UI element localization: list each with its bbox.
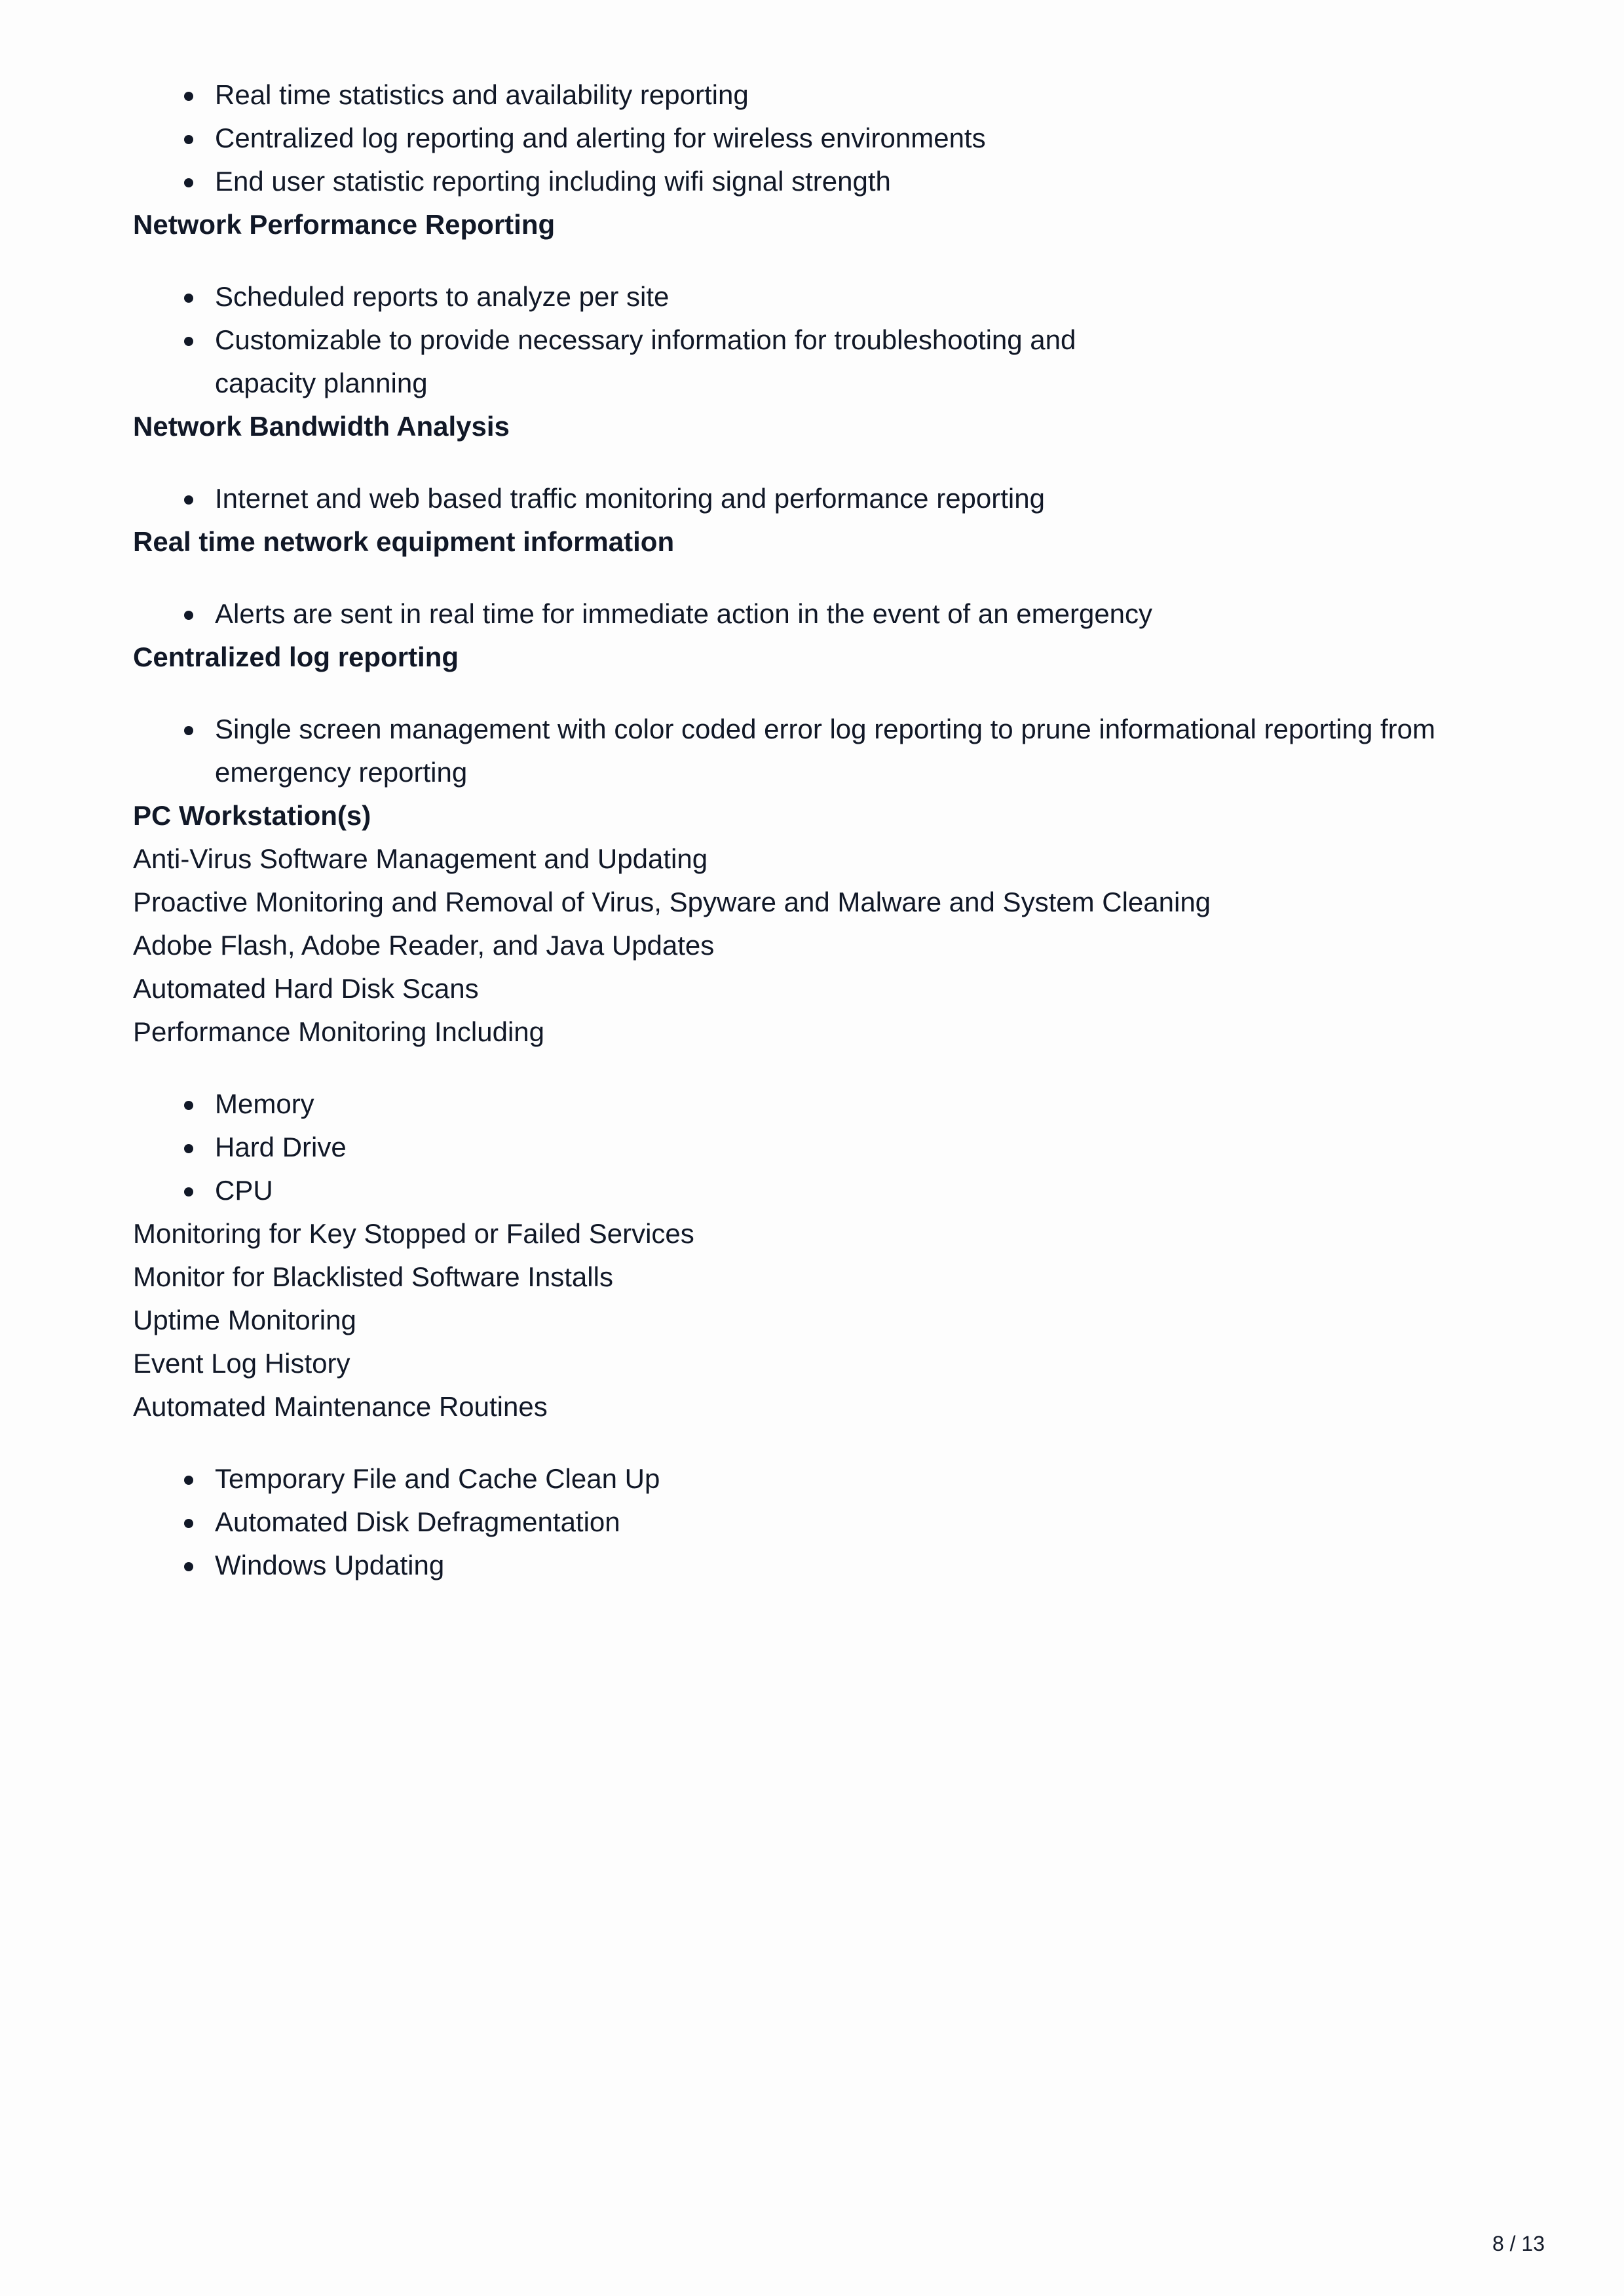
network-bandwidth-heading: Network Bandwidth Analysis: [133, 411, 510, 442]
realtime-equipment-list: [133, 592, 1456, 636]
list-item: Real time statistics and availability reporting: [215, 73, 1456, 117]
event-log-line: Event Log History: [133, 1348, 350, 1379]
page-content: [133, 73, 1456, 1587]
adobe-java-line: Adobe Flash, Adobe Reader, and Java Updates: [133, 930, 715, 961]
antivirus-line: Anti-Virus Software Management and Updating: [133, 843, 708, 874]
list-item: Temporary File and Cache Clean Up: [215, 1457, 1456, 1501]
disk-scans-line: Automated Hard Disk Scans: [133, 973, 479, 1004]
list-item: Alerts are sent in real time for immediate action in the event of an emergency: [215, 592, 1456, 636]
list-item: Windows Updating: [215, 1544, 1456, 1587]
list-item: Single screen management with color coded error log reporting to prune informational reporting from emergency reporting: [215, 708, 1460, 794]
list-item: Internet and web based traffic monitoring and performance reporting: [215, 477, 1456, 520]
page-number: 8 / 13: [1492, 2232, 1545, 2255]
list-item: Memory: [215, 1082, 1456, 1126]
maintenance-line: Automated Maintenance Routines: [133, 1391, 548, 1422]
network-performance-list: [133, 275, 1456, 405]
wireless-list: [133, 73, 1456, 203]
network-bandwidth-list: [133, 477, 1456, 520]
list-item: Centralized log reporting and alerting for wireless environments: [215, 117, 1456, 160]
maintenance-list: [133, 1457, 1456, 1587]
centralized-log-list: [133, 708, 1456, 794]
performance-monitoring-line: Performance Monitoring Including: [133, 1016, 544, 1047]
proactive-monitoring-line: Proactive Monitoring and Removal of Virus, Spyware and Malware and System Cleaning: [133, 887, 1211, 917]
list-item: End user statistic reporting including wifi signal strength: [215, 160, 1456, 203]
blacklist-monitoring-line: Monitor for Blacklisted Software Installs: [133, 1261, 613, 1292]
list-item: Automated Disk Defragmentation: [215, 1501, 1456, 1544]
pc-workstations-heading: PC Workstation(s): [133, 800, 371, 831]
list-item: Customizable to provide necessary information for troubleshooting and capacity planning: [215, 318, 1171, 405]
centralized-log-heading: Centralized log reporting: [133, 641, 459, 672]
performance-list: [133, 1082, 1456, 1212]
list-item: Hard Drive: [215, 1126, 1456, 1169]
list-item: CPU: [215, 1169, 1456, 1212]
network-performance-heading: Network Performance Reporting: [133, 209, 556, 240]
uptime-monitoring-line: Uptime Monitoring: [133, 1305, 356, 1335]
realtime-equipment-heading: Real time network equipment information: [133, 526, 675, 557]
list-item: Scheduled reports to analyze per site: [215, 275, 1456, 318]
services-monitoring-line: Monitoring for Key Stopped or Failed Services: [133, 1218, 694, 1249]
